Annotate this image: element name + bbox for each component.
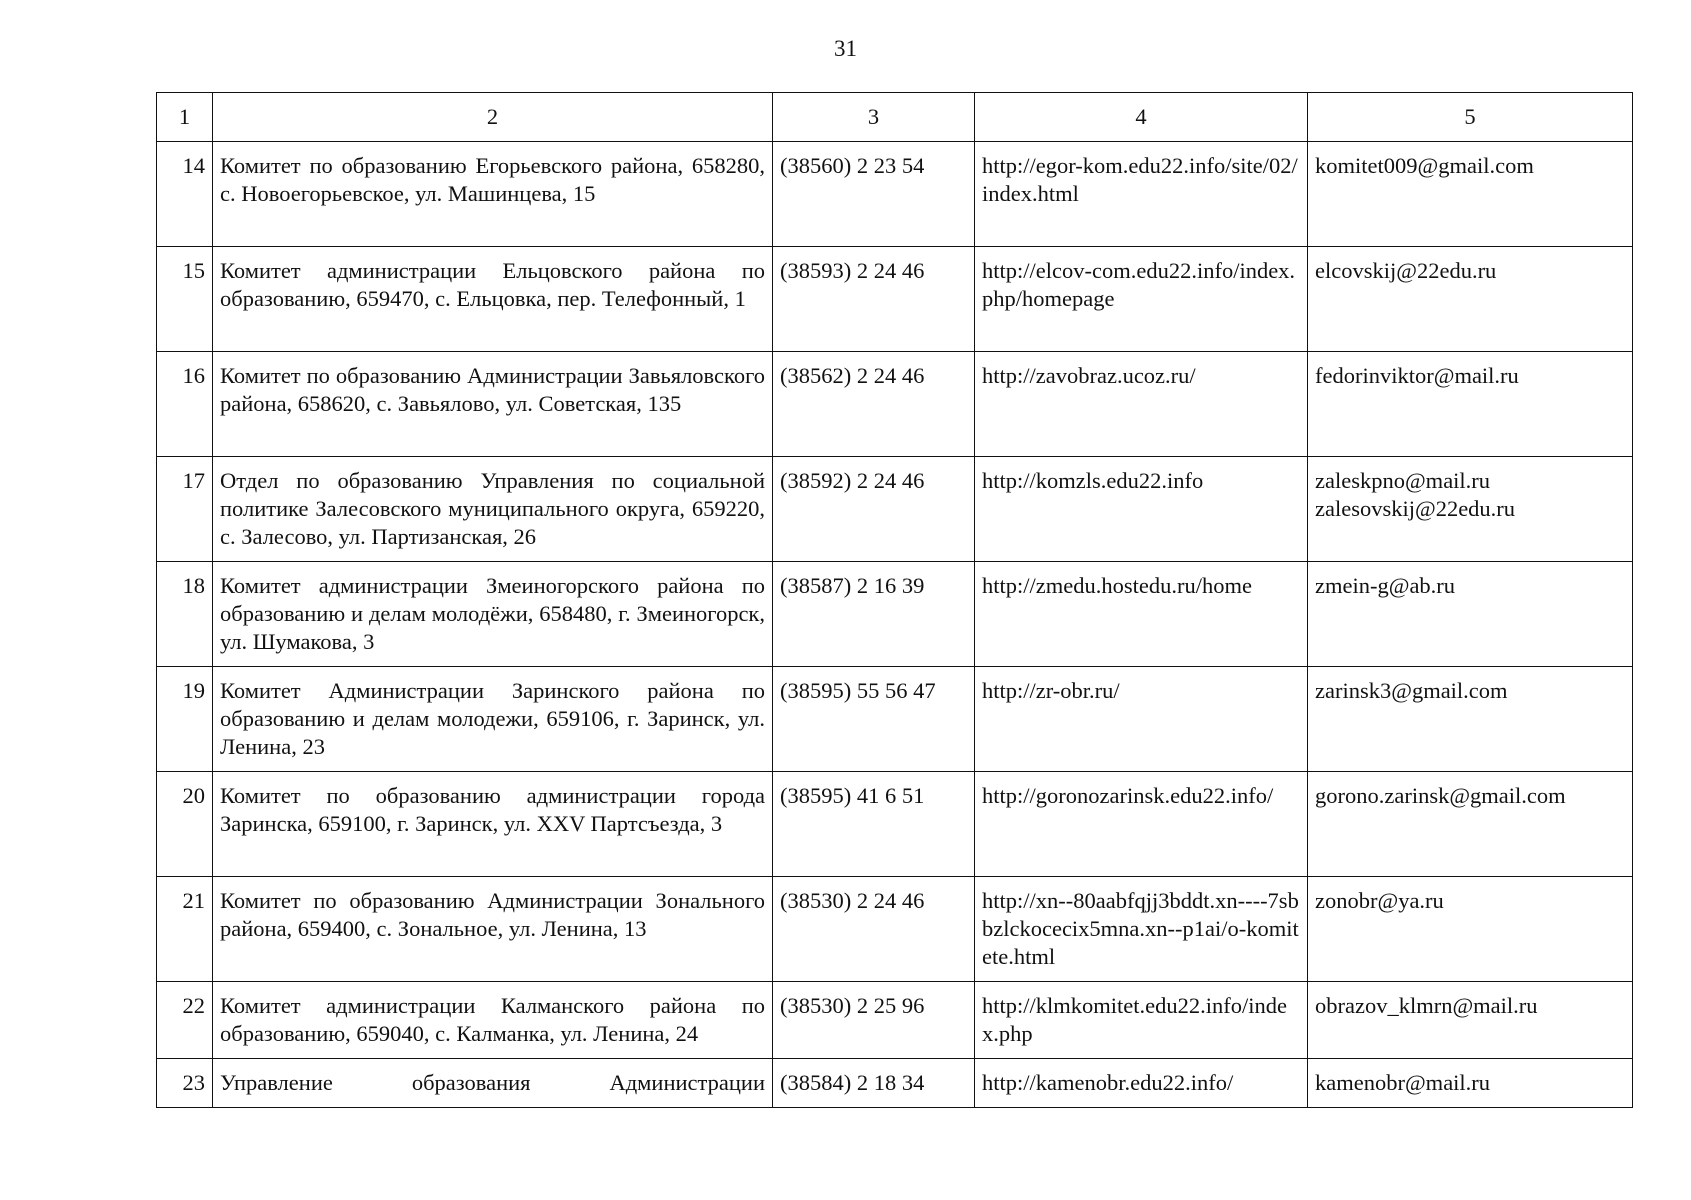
organization-address: Комитет по образованию Администрации Зонального района, 659400, с. Зональное, ул. Ленина, 13 [213,877,773,982]
table-row [157,772,1633,877]
email-address: komitet009@gmail.com [1315,153,1534,178]
email-cell [1308,247,1633,352]
row-number: 16 [157,352,213,457]
email-cell [1308,877,1633,982]
organization-address: Комитет по образованию администрации города Заринска, 659100, г. Заринск, ул. XXV Партсъезда, 3 [213,772,773,877]
row-number: 19 [157,667,213,772]
row-number: 17 [157,457,213,562]
email-cell [1308,352,1633,457]
table-row [157,142,1633,247]
phone-number: (38595) 55 56 47 [773,667,975,772]
table-row [157,352,1633,457]
email-address: zalesovskij@22edu.ru [1315,496,1516,521]
website-url: http://egor-kom.edu22.info/site/02/index.html [975,142,1308,247]
table-row [157,562,1633,667]
phone-number: (38530) 2 24 46 [773,877,975,982]
education-committees-table [156,92,1633,1108]
phone-number: (38587) 2 16 39 [773,562,975,667]
email-address: zmein-g@ab.ru [1315,573,1456,598]
table-row [157,667,1633,772]
email-cell [1308,772,1633,877]
phone-number: (38595) 41 6 51 [773,772,975,877]
phone-number: (38530) 2 25 96 [773,982,975,1059]
row-number: 15 [157,247,213,352]
table-row [157,247,1633,352]
email-address: zonobr@ya.ru [1315,888,1444,913]
organization-address: Комитет администрации Ельцовского района по образованию, 659470, с. Ельцовка, пер. Телефонный, 1 [213,247,773,352]
row-number: 22 [157,982,213,1059]
website-url: http://zr-obr.ru/ [975,667,1308,772]
phone-number: (38592) 2 24 46 [773,457,975,562]
phone-number: (38593) 2 24 46 [773,247,975,352]
email-cell [1308,457,1633,562]
organization-address: Комитет по образованию Егорьевского района, 658280, с. Новоегорьевское, ул. Машинцева, 15 [213,142,773,247]
organization-address: Комитет администрации Змеиногорского района по образованию и делам молодёжи, 658480, г. Змеиногорск, ул. Шумакова, 3 [213,562,773,667]
column-header-3: 3 [773,93,975,142]
row-number: 14 [157,142,213,247]
email-cell [1308,142,1633,247]
website-url: http://goronozarinsk.edu22.info/ [975,772,1308,877]
email-cell [1308,1059,1633,1108]
organization-address: Управление образования Администрации [213,1059,773,1108]
table-row [157,1059,1633,1108]
email-cell [1308,667,1633,772]
email-address: zarinsk3@gmail.com [1315,678,1508,703]
organization-address: Комитет администрации Калманского района по образованию, 659040, с. Калманка, ул. Ленина, 24 [213,982,773,1059]
page-number: 31 [834,36,857,61]
table-row [157,982,1633,1059]
email-address: fedorinviktor@mail.ru [1315,363,1519,388]
phone-number: (38560) 2 23 54 [773,142,975,247]
website-url: http://komzls.edu22.info [975,457,1308,562]
email-address: elcovskij@22edu.ru [1315,258,1497,283]
column-header-4: 4 [975,93,1308,142]
email-address: zaleskpno@mail.ru [1315,468,1491,493]
row-number: 18 [157,562,213,667]
website-url: http://klmkomitet.edu22.info/index.php [975,982,1308,1059]
phone-number: (38562) 2 24 46 [773,352,975,457]
website-url: http://elcov-com.edu22.info/index.php/homepage [975,247,1308,352]
column-header-2: 2 [213,93,773,142]
website-url: http://kamenobr.edu22.info/ [975,1059,1308,1108]
column-header-1: 1 [157,93,213,142]
row-number: 23 [157,1059,213,1108]
email-address: obrazov_klmrn@mail.ru [1315,993,1538,1018]
website-url: http://zmedu.hostedu.ru/home [975,562,1308,667]
row-number: 21 [157,877,213,982]
column-header-5: 5 [1308,93,1633,142]
table-row [157,877,1633,982]
email-address: kamenobr@mail.ru [1315,1070,1491,1095]
column-header-row [157,93,1633,142]
website-url: http://xn--80aabfqjj3bddt.xn----7sbbzlckocecix5mna.xn--p1ai/o-komitete.html [975,877,1308,982]
email-address: gorono.zarinsk@gmail.com [1315,783,1566,808]
organization-address: Отдел по образованию Управления по социальной политике Залесовского муниципального округа, 659220, с. Залесово, ул. Партизанская, 26 [213,457,773,562]
email-cell [1308,982,1633,1059]
website-url: http://zavobraz.ucoz.ru/ [975,352,1308,457]
organization-address: Комитет по образованию Администрации Завьяловского района, 658620, с. Завьялово, ул. Советская, 135 [213,352,773,457]
organization-address: Комитет Администрации Заринского района по образованию и делам молодежи, 659106, г. Заринск, ул. Ленина, 23 [213,667,773,772]
phone-number: (38584) 2 18 34 [773,1059,975,1108]
row-number: 20 [157,772,213,877]
email-cell [1308,562,1633,667]
table-row [157,457,1633,562]
